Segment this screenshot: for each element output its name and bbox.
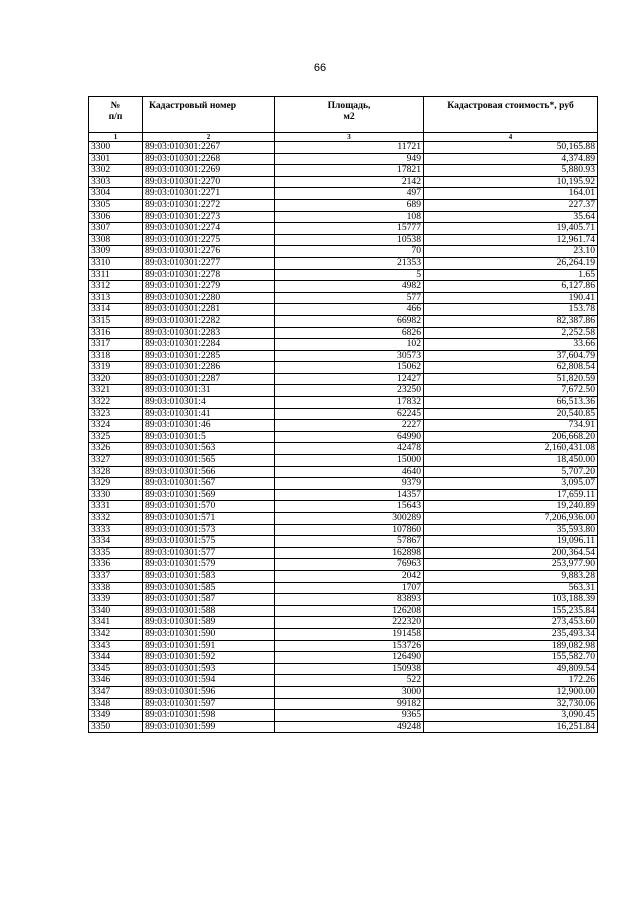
- cadastral-number-cell: 89:03:010301:579: [143, 559, 275, 571]
- cadastral-number-cell: 89:03:010301:575: [143, 536, 275, 548]
- cadastral-number-cell: 89:03:010301:2279: [143, 281, 275, 293]
- row-index-cell: 3310: [89, 257, 143, 269]
- row-index-cell: 3303: [89, 176, 143, 188]
- cadastral-value-cell: 20,540.85: [424, 408, 598, 420]
- table-row: [89, 536, 598, 548]
- cadastral-value-cell: 227.37: [424, 199, 598, 211]
- area-cell: 30573: [275, 350, 424, 362]
- row-index-cell: 3306: [89, 211, 143, 223]
- cadastral-value-cell: 6,127.86: [424, 281, 598, 293]
- header-index-line2: п/п: [108, 111, 123, 122]
- cadastral-value-cell: 1.65: [424, 269, 598, 281]
- cadastral-value-cell: 235,493.34: [424, 628, 598, 640]
- cadastral-value-cell: 190.41: [424, 292, 598, 304]
- area-cell: 11721: [275, 142, 424, 154]
- row-index-cell: 3314: [89, 304, 143, 316]
- cadastral-number-cell: 89:03:010301:589: [143, 617, 275, 629]
- table-body: [89, 142, 598, 733]
- table-row: [89, 420, 598, 432]
- area-cell: 15643: [275, 501, 424, 513]
- area-cell: 49248: [275, 721, 424, 733]
- cadastral-value-cell: 26,264.19: [424, 257, 598, 269]
- cadastral-number-cell: 89:03:010301:2283: [143, 327, 275, 339]
- cadastral-number-cell: 89:03:010301:594: [143, 675, 275, 687]
- area-cell: 162898: [275, 547, 424, 559]
- table-row: [89, 513, 598, 525]
- cadastral-number-cell: 89:03:010301:2273: [143, 211, 275, 223]
- cadastral-number-cell: 89:03:010301:2285: [143, 350, 275, 362]
- area-cell: 689: [275, 199, 424, 211]
- cadastral-value-cell: 155,235.84: [424, 605, 598, 617]
- cadastral-number-cell: 89:03:010301:2286: [143, 362, 275, 374]
- cadastral-number-cell: 89:03:010301:46: [143, 420, 275, 432]
- header-area-line1: Площадь,: [327, 100, 371, 111]
- row-index-cell: 3319: [89, 362, 143, 374]
- cadastral-number-cell: 89:03:010301:598: [143, 710, 275, 722]
- area-cell: 6826: [275, 327, 424, 339]
- area-cell: 15062: [275, 362, 424, 374]
- table-row: [89, 594, 598, 606]
- cadastral-number-cell: 89:03:010301:2268: [143, 153, 275, 165]
- cadastral-value-cell: 734.91: [424, 420, 598, 432]
- area-cell: 126490: [275, 652, 424, 664]
- cadastral-value-cell: 7,206,936.00: [424, 513, 598, 525]
- row-index-cell: 3344: [89, 652, 143, 664]
- row-index-cell: 3312: [89, 281, 143, 293]
- table-row: [89, 385, 598, 397]
- row-index-cell: 3315: [89, 315, 143, 327]
- table-row: [89, 721, 598, 733]
- cadastral-value-cell: 32,730.06: [424, 698, 598, 710]
- row-index-cell: 3313: [89, 292, 143, 304]
- row-index-cell: 3322: [89, 397, 143, 409]
- area-cell: 2227: [275, 420, 424, 432]
- area-cell: 3000: [275, 686, 424, 698]
- header-cadastral-value: [424, 97, 598, 133]
- cadastral-number-cell: 89:03:010301:570: [143, 501, 275, 513]
- cadastral-number-cell: 89:03:010301:573: [143, 524, 275, 536]
- cadastral-number-cell: 89:03:010301:587: [143, 594, 275, 606]
- table-row: [89, 698, 598, 710]
- cadastral-value-cell: 10,195.92: [424, 176, 598, 188]
- table-row: [89, 570, 598, 582]
- row-index-cell: 3316: [89, 327, 143, 339]
- column-number: 2: [143, 133, 275, 142]
- header-area-line2: м2: [343, 111, 355, 122]
- cadastral-value-cell: 200,364.54: [424, 547, 598, 559]
- cadastral-number-cell: 89:03:010301:2277: [143, 257, 275, 269]
- cadastral-value-cell: 5,880.93: [424, 165, 598, 177]
- cadastral-number-cell: 89:03:010301:577: [143, 547, 275, 559]
- table-row: [89, 489, 598, 501]
- area-cell: 10538: [275, 234, 424, 246]
- cadastral-value-cell: 5,707.20: [424, 466, 598, 478]
- area-cell: 83893: [275, 594, 424, 606]
- row-index-cell: 3333: [89, 524, 143, 536]
- row-index-cell: 3336: [89, 559, 143, 571]
- table-row: [89, 547, 598, 559]
- cadastral-number-cell: 89:03:010301:4: [143, 397, 275, 409]
- cadastral-value-cell: 9,883.28: [424, 570, 598, 582]
- cadastral-value-cell: 49,809.54: [424, 663, 598, 675]
- cadastral-number-cell: 89:03:010301:566: [143, 466, 275, 478]
- cadastre-table: [88, 96, 598, 733]
- table-row: [89, 710, 598, 722]
- cadastral-number-cell: 89:03:010301:599: [143, 721, 275, 733]
- row-index-cell: 3339: [89, 594, 143, 606]
- table-row: [89, 652, 598, 664]
- area-cell: 42478: [275, 443, 424, 455]
- area-cell: 17821: [275, 165, 424, 177]
- row-index-cell: 3335: [89, 547, 143, 559]
- cadastral-value-cell: 19,405.71: [424, 223, 598, 235]
- table-row: [89, 362, 598, 374]
- table-row: [89, 257, 598, 269]
- area-cell: 14357: [275, 489, 424, 501]
- area-cell: 191458: [275, 628, 424, 640]
- header-index-line1: №: [110, 100, 121, 111]
- row-index-cell: 3320: [89, 373, 143, 385]
- row-index-cell: 3323: [89, 408, 143, 420]
- cadastral-number-cell: 89:03:010301:2287: [143, 373, 275, 385]
- cadastral-value-cell: 37,604.79: [424, 350, 598, 362]
- row-index-cell: 3308: [89, 234, 143, 246]
- header-index: [89, 97, 143, 133]
- area-cell: 222320: [275, 617, 424, 629]
- row-index-cell: 3334: [89, 536, 143, 548]
- table-row: [89, 269, 598, 281]
- cadastral-number-cell: 89:03:010301:2271: [143, 188, 275, 200]
- table-row: [89, 373, 598, 385]
- cadastral-number-cell: 89:03:010301:2275: [143, 234, 275, 246]
- cadastral-value-cell: 2,252.58: [424, 327, 598, 339]
- table-row: [89, 142, 598, 154]
- area-cell: 5: [275, 269, 424, 281]
- cadastral-number-cell: 89:03:010301:593: [143, 663, 275, 675]
- area-cell: 126208: [275, 605, 424, 617]
- table-row: [89, 663, 598, 675]
- table-row: [89, 153, 598, 165]
- cadastral-value-cell: 51,820.59: [424, 373, 598, 385]
- cadastral-number-cell: 89:03:010301:571: [143, 513, 275, 525]
- area-cell: 4982: [275, 281, 424, 293]
- cadastral-number-cell: 89:03:010301:2269: [143, 165, 275, 177]
- cadastral-number-cell: 89:03:010301:588: [143, 605, 275, 617]
- table-row: [89, 188, 598, 200]
- cadastral-number-cell: 89:03:010301:597: [143, 698, 275, 710]
- table-row: [89, 246, 598, 258]
- area-cell: 2142: [275, 176, 424, 188]
- table-row: [89, 397, 598, 409]
- row-index-cell: 3317: [89, 339, 143, 351]
- table-row: [89, 675, 598, 687]
- cadastral-value-cell: 82,387.86: [424, 315, 598, 327]
- cadastral-value-cell: 3,090.45: [424, 710, 598, 722]
- row-index-cell: 3328: [89, 466, 143, 478]
- table-row: [89, 466, 598, 478]
- row-index-cell: 3345: [89, 663, 143, 675]
- table-row: [89, 223, 598, 235]
- row-index-cell: 3340: [89, 605, 143, 617]
- cadastral-value-cell: 563.31: [424, 582, 598, 594]
- table-row: [89, 640, 598, 652]
- cadastral-number-cell: 89:03:010301:565: [143, 455, 275, 467]
- table-row: [89, 281, 598, 293]
- table-row: [89, 408, 598, 420]
- area-cell: 64990: [275, 431, 424, 443]
- area-cell: 70: [275, 246, 424, 258]
- row-index-cell: 3301: [89, 153, 143, 165]
- area-cell: 9365: [275, 710, 424, 722]
- table-row: [89, 304, 598, 316]
- cadastral-number-cell: 89:03:010301:590: [143, 628, 275, 640]
- area-cell: 23250: [275, 385, 424, 397]
- cadastral-number-cell: 89:03:010301:583: [143, 570, 275, 582]
- row-index-cell: 3341: [89, 617, 143, 629]
- table-row: [89, 443, 598, 455]
- cadastral-number-cell: 89:03:010301:2272: [143, 199, 275, 211]
- area-cell: 76963: [275, 559, 424, 571]
- row-index-cell: 3304: [89, 188, 143, 200]
- area-cell: 108: [275, 211, 424, 223]
- table-row: [89, 234, 598, 246]
- area-cell: 949: [275, 153, 424, 165]
- cadastral-number-cell: 89:03:010301:2267: [143, 142, 275, 154]
- row-index-cell: 3327: [89, 455, 143, 467]
- area-cell: 2042: [275, 570, 424, 582]
- header-cadastral-value-label: Кадастровая стоимость*, руб: [447, 100, 574, 111]
- column-number: 1: [89, 133, 143, 142]
- cadastral-value-cell: 3,095.07: [424, 478, 598, 490]
- cadastral-number-cell: 89:03:010301:569: [143, 489, 275, 501]
- area-cell: 99182: [275, 698, 424, 710]
- cadastral-number-cell: 89:03:010301:2284: [143, 339, 275, 351]
- cadastral-value-cell: 7,672.50: [424, 385, 598, 397]
- cadastral-value-cell: 66,513.36: [424, 397, 598, 409]
- table-row: [89, 524, 598, 536]
- cadastral-number-cell: 89:03:010301:2281: [143, 304, 275, 316]
- cadastral-value-cell: 4,374.89: [424, 153, 598, 165]
- cadastral-value-cell: 19,240.89: [424, 501, 598, 513]
- table-row: [89, 176, 598, 188]
- row-index-cell: 3338: [89, 582, 143, 594]
- header-cadastral-number: [143, 97, 275, 133]
- cadastral-value-cell: 103,188.39: [424, 594, 598, 606]
- table-row: [89, 478, 598, 490]
- cadastral-value-cell: 50,165.88: [424, 142, 598, 154]
- table-row: [89, 292, 598, 304]
- table-row: [89, 617, 598, 629]
- cadastral-value-cell: 33.66: [424, 339, 598, 351]
- cadastral-value-cell: 206,668.20: [424, 431, 598, 443]
- table-row: [89, 501, 598, 513]
- area-cell: 1707: [275, 582, 424, 594]
- row-index-cell: 3302: [89, 165, 143, 177]
- cadastral-number-cell: 89:03:010301:41: [143, 408, 275, 420]
- row-index-cell: 3329: [89, 478, 143, 490]
- cadastral-value-cell: 189,082.98: [424, 640, 598, 652]
- header-row: [89, 97, 598, 133]
- row-index-cell: 3300: [89, 142, 143, 154]
- area-cell: 153726: [275, 640, 424, 652]
- row-index-cell: 3307: [89, 223, 143, 235]
- cadastral-number-cell: 89:03:010301:2274: [143, 223, 275, 235]
- cadastral-number-cell: 89:03:010301:591: [143, 640, 275, 652]
- cadastral-number-cell: 89:03:010301:2280: [143, 292, 275, 304]
- cadastral-value-cell: 16,251.84: [424, 721, 598, 733]
- area-cell: 102: [275, 339, 424, 351]
- row-index-cell: 3324: [89, 420, 143, 432]
- table-row: [89, 582, 598, 594]
- row-index-cell: 3342: [89, 628, 143, 640]
- table-row: [89, 350, 598, 362]
- cadastral-number-cell: 89:03:010301:585: [143, 582, 275, 594]
- area-cell: 57867: [275, 536, 424, 548]
- cadastral-value-cell: 12,961.74: [424, 234, 598, 246]
- column-numbers-row: [89, 133, 598, 142]
- table-row: [89, 455, 598, 467]
- area-cell: 577: [275, 292, 424, 304]
- row-index-cell: 3311: [89, 269, 143, 281]
- area-cell: 466: [275, 304, 424, 316]
- table-row: [89, 165, 598, 177]
- cadastral-value-cell: 35,593.80: [424, 524, 598, 536]
- row-index-cell: 3347: [89, 686, 143, 698]
- row-index-cell: 3325: [89, 431, 143, 443]
- cadastral-value-cell: 253,977.90: [424, 559, 598, 571]
- cadastral-value-cell: 273,453.60: [424, 617, 598, 629]
- table-row: [89, 339, 598, 351]
- table-row: [89, 605, 598, 617]
- column-number: 4: [424, 133, 598, 142]
- area-cell: 12427: [275, 373, 424, 385]
- cadastral-number-cell: 89:03:010301:5: [143, 431, 275, 443]
- area-cell: 66982: [275, 315, 424, 327]
- table-row: [89, 628, 598, 640]
- row-index-cell: 3348: [89, 698, 143, 710]
- cadastral-number-cell: 89:03:010301:2278: [143, 269, 275, 281]
- header-cadastral-number-label: Кадастровый номер: [149, 100, 237, 111]
- area-cell: 15000: [275, 455, 424, 467]
- row-index-cell: 3343: [89, 640, 143, 652]
- row-index-cell: 3350: [89, 721, 143, 733]
- table-row: [89, 686, 598, 698]
- cadastral-value-cell: 35.64: [424, 211, 598, 223]
- row-index-cell: 3305: [89, 199, 143, 211]
- cadastral-number-cell: 89:03:010301:567: [143, 478, 275, 490]
- row-index-cell: 3349: [89, 710, 143, 722]
- cadastral-number-cell: 89:03:010301:2270: [143, 176, 275, 188]
- cadastral-value-cell: 62,808.54: [424, 362, 598, 374]
- area-cell: 497: [275, 188, 424, 200]
- cadastral-value-cell: 153.78: [424, 304, 598, 316]
- area-cell: 522: [275, 675, 424, 687]
- area-cell: 300289: [275, 513, 424, 525]
- cadastral-number-cell: 89:03:010301:596: [143, 686, 275, 698]
- table-row: [89, 199, 598, 211]
- cadastral-value-cell: 12,900.00: [424, 686, 598, 698]
- area-cell: 62245: [275, 408, 424, 420]
- row-index-cell: 3331: [89, 501, 143, 513]
- row-index-cell: 3346: [89, 675, 143, 687]
- area-cell: 15777: [275, 223, 424, 235]
- cadastral-number-cell: 89:03:010301:563: [143, 443, 275, 455]
- cadastral-number-cell: 89:03:010301:2282: [143, 315, 275, 327]
- row-index-cell: 3330: [89, 489, 143, 501]
- row-index-cell: 3318: [89, 350, 143, 362]
- cadastral-number-cell: 89:03:010301:2276: [143, 246, 275, 258]
- cadastral-value-cell: 164.01: [424, 188, 598, 200]
- area-cell: 21353: [275, 257, 424, 269]
- column-number: 3: [275, 133, 424, 142]
- table-row: [89, 327, 598, 339]
- area-cell: 150938: [275, 663, 424, 675]
- cadastral-value-cell: 2,160,431.08: [424, 443, 598, 455]
- row-index-cell: 3326: [89, 443, 143, 455]
- row-index-cell: 3321: [89, 385, 143, 397]
- table-row: [89, 315, 598, 327]
- area-cell: 17832: [275, 397, 424, 409]
- table-row: [89, 211, 598, 223]
- cadastral-value-cell: 17,659.11: [424, 489, 598, 501]
- cadastral-number-cell: 89:03:010301:592: [143, 652, 275, 664]
- header-area: [275, 97, 424, 133]
- page-number: 66: [313, 62, 327, 74]
- row-index-cell: 3337: [89, 570, 143, 582]
- area-cell: 107860: [275, 524, 424, 536]
- row-index-cell: 3332: [89, 513, 143, 525]
- area-cell: 9379: [275, 478, 424, 490]
- cadastral-value-cell: 155,582.70: [424, 652, 598, 664]
- cadastral-value-cell: 18,450.00: [424, 455, 598, 467]
- cadastral-value-cell: 23.10: [424, 246, 598, 258]
- table-row: [89, 559, 598, 571]
- cadastral-value-cell: 19,096.11: [424, 536, 598, 548]
- cadastral-value-cell: 172.26: [424, 675, 598, 687]
- table-row: [89, 431, 598, 443]
- cadastral-number-cell: 89:03:010301:31: [143, 385, 275, 397]
- row-index-cell: 3309: [89, 246, 143, 258]
- area-cell: 4640: [275, 466, 424, 478]
